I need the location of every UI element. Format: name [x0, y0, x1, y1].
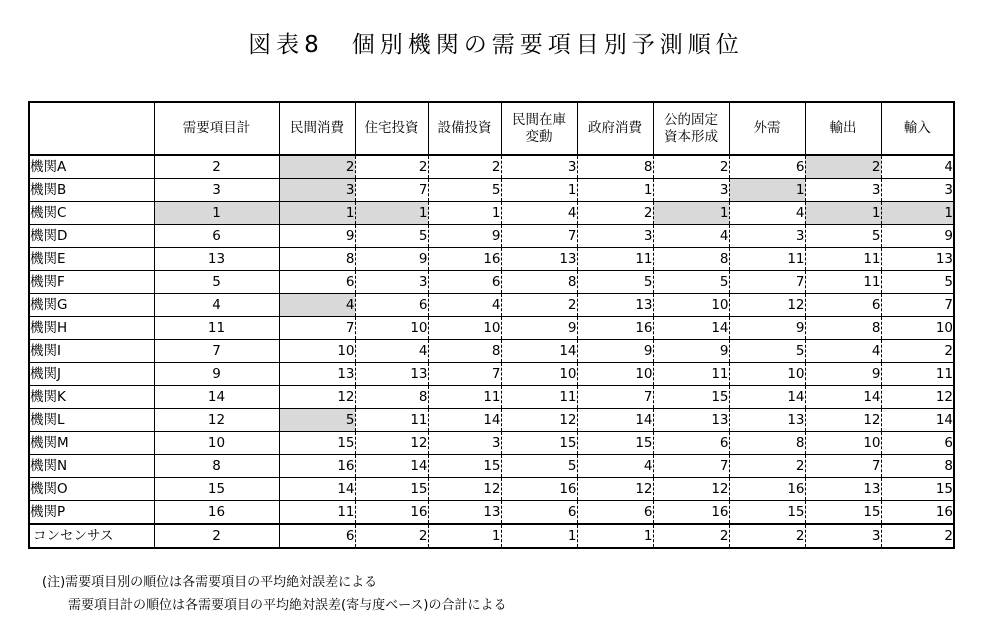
rank-cell: 6: [428, 271, 501, 294]
rank-cell: 10: [279, 340, 355, 363]
row-label: 機関O: [29, 478, 154, 501]
row-label: 機関C: [29, 202, 154, 225]
rank-cell: 10: [355, 317, 428, 340]
rank-cell: 1: [428, 202, 501, 225]
table-row: [29, 155, 954, 179]
rank-cell: 16: [653, 501, 729, 525]
rank-cell: 12: [279, 386, 355, 409]
column-header: 輸入: [881, 102, 954, 155]
rank-cell: 15: [729, 501, 805, 525]
total-rank-cell: 3: [154, 179, 279, 202]
table-row: [29, 317, 954, 340]
row-label: 機関F: [29, 271, 154, 294]
rank-cell: 2: [355, 155, 428, 179]
rank-cell: 15: [577, 432, 653, 455]
row-label: 機関M: [29, 432, 154, 455]
rank-cell: 8: [653, 248, 729, 271]
table-row: [29, 248, 954, 271]
total-rank-cell: 13: [154, 248, 279, 271]
rank-cell: 5: [653, 271, 729, 294]
rank-cell: 11: [428, 386, 501, 409]
rank-cell: 14: [653, 317, 729, 340]
rank-cell: 9: [501, 317, 577, 340]
table-row: [29, 501, 954, 525]
rank-cell: 15: [501, 432, 577, 455]
row-label: 機関G: [29, 294, 154, 317]
rank-cell: 4: [653, 225, 729, 248]
rank-cell: 15: [279, 432, 355, 455]
table-row: [29, 179, 954, 202]
row-label: 機関H: [29, 317, 154, 340]
rank-cell: 5: [279, 409, 355, 432]
rank-cell: 7: [355, 179, 428, 202]
rank-cell: 5: [577, 271, 653, 294]
footnote-2: 需要項目計の順位は各需要項目の平均絶対誤差(寄与度ベース)の合計による: [68, 598, 507, 613]
rank-cell: 10: [881, 317, 954, 340]
rank-cell: 15: [881, 478, 954, 501]
table-row: [29, 363, 954, 386]
rank-cell: 1: [501, 179, 577, 202]
rank-cell: 9: [653, 340, 729, 363]
rank-cell: 7: [428, 363, 501, 386]
rank-cell: 13: [577, 294, 653, 317]
rank-cell: 14: [279, 478, 355, 501]
row-label: 機関P: [29, 501, 154, 525]
row-label: 機関L: [29, 409, 154, 432]
rank-cell: 13: [428, 501, 501, 525]
rank-cell: 1: [577, 524, 653, 548]
rank-cell: 6: [279, 524, 355, 548]
rank-cell: 5: [501, 455, 577, 478]
rank-cell: 6: [653, 432, 729, 455]
total-rank-cell: 4: [154, 294, 279, 317]
rank-cell: 3: [805, 179, 881, 202]
rank-cell: 16: [501, 478, 577, 501]
rank-cell: 7: [279, 317, 355, 340]
rank-cell: 8: [805, 317, 881, 340]
rank-cell: 12: [577, 478, 653, 501]
rank-cell: 9: [729, 317, 805, 340]
table-header-row: [29, 102, 954, 155]
rank-cell: 14: [501, 340, 577, 363]
rank-cell: 6: [355, 294, 428, 317]
table-row: [29, 340, 954, 363]
rank-cell: 2: [653, 155, 729, 179]
rank-cell: 14: [805, 386, 881, 409]
total-rank-cell: 1: [154, 202, 279, 225]
rank-cell: 9: [577, 340, 653, 363]
rank-cell: 10: [577, 363, 653, 386]
rank-cell: 9: [428, 225, 501, 248]
rank-cell: 2: [729, 524, 805, 548]
column-header: 輸出: [805, 102, 881, 155]
total-rank-cell: 9: [154, 363, 279, 386]
rank-cell: 2: [355, 524, 428, 548]
column-header: 設備投資: [428, 102, 501, 155]
rank-cell: 6: [805, 294, 881, 317]
rank-cell: 12: [653, 478, 729, 501]
rank-cell: 14: [428, 409, 501, 432]
row-label: 機関I: [29, 340, 154, 363]
rank-cell: 9: [805, 363, 881, 386]
rank-cell: 9: [355, 248, 428, 271]
total-rank-cell: 12: [154, 409, 279, 432]
column-header: 民間消費: [279, 102, 355, 155]
rank-cell: 3: [577, 225, 653, 248]
row-label: 機関D: [29, 225, 154, 248]
rank-cell: 10: [805, 432, 881, 455]
rank-cell: 1: [428, 524, 501, 548]
rank-cell: 7: [653, 455, 729, 478]
rank-cell: 3: [653, 179, 729, 202]
rank-cell: 3: [501, 155, 577, 179]
rank-cell: 1: [653, 202, 729, 225]
table-row: [29, 409, 954, 432]
rank-cell: 4: [355, 340, 428, 363]
rank-cell: 6: [501, 501, 577, 525]
total-rank-cell: 2: [154, 524, 279, 548]
rank-cell: 7: [577, 386, 653, 409]
rank-cell: 5: [881, 271, 954, 294]
rank-cell: 12: [355, 432, 428, 455]
rank-cell: 16: [729, 478, 805, 501]
rank-cell: 10: [501, 363, 577, 386]
column-header: 政府消費: [577, 102, 653, 155]
rank-cell: 4: [428, 294, 501, 317]
rank-cell: 16: [881, 501, 954, 525]
rank-cell: 11: [881, 363, 954, 386]
rank-cell: 1: [881, 202, 954, 225]
consensus-row: [29, 524, 954, 548]
row-label: 機関J: [29, 363, 154, 386]
footnote-1: (注)需要項目別の順位は各需要項目の平均絶対誤差による: [42, 575, 378, 590]
rank-cell: 3: [805, 524, 881, 548]
rank-cell: 2: [881, 340, 954, 363]
rank-cell: 3: [355, 271, 428, 294]
total-rank-cell: 2: [154, 155, 279, 179]
total-rank-cell: 10: [154, 432, 279, 455]
rank-cell: 3: [428, 432, 501, 455]
rank-cell: 8: [501, 271, 577, 294]
rank-cell: 6: [279, 271, 355, 294]
rank-cell: 11: [279, 501, 355, 525]
rank-cell: 8: [428, 340, 501, 363]
table-row: [29, 294, 954, 317]
rank-cell: 2: [881, 524, 954, 548]
rank-cell: 4: [279, 294, 355, 317]
table-row: [29, 478, 954, 501]
total-rank-cell: 14: [154, 386, 279, 409]
row-label: 機関N: [29, 455, 154, 478]
column-header: 外需: [729, 102, 805, 155]
table-row: [29, 271, 954, 294]
rank-cell: 1: [805, 202, 881, 225]
rank-cell: 5: [428, 179, 501, 202]
rank-cell: 13: [279, 363, 355, 386]
rank-cell: 15: [805, 501, 881, 525]
rank-cell: 6: [729, 155, 805, 179]
rank-cell: 1: [279, 202, 355, 225]
rank-cell: 15: [653, 386, 729, 409]
rank-cell: 15: [355, 478, 428, 501]
rank-cell: 10: [428, 317, 501, 340]
rank-cell: 8: [881, 455, 954, 478]
rank-cell: 14: [577, 409, 653, 432]
rank-cell: 8: [729, 432, 805, 455]
rank-cell: 12: [805, 409, 881, 432]
rank-cell: 8: [577, 155, 653, 179]
rank-cell: 9: [279, 225, 355, 248]
total-rank-cell: 11: [154, 317, 279, 340]
row-label: 機関A: [29, 155, 154, 179]
rank-cell: 12: [881, 386, 954, 409]
rank-cell: 6: [881, 432, 954, 455]
rank-cell: 11: [577, 248, 653, 271]
rank-cell: 4: [729, 202, 805, 225]
rank-cell: 12: [501, 409, 577, 432]
rank-cell: 5: [805, 225, 881, 248]
rank-cell: 2: [428, 155, 501, 179]
rank-cell: 10: [729, 363, 805, 386]
rank-cell: 15: [428, 455, 501, 478]
table-row: [29, 432, 954, 455]
row-label: 機関E: [29, 248, 154, 271]
total-rank-cell: 6: [154, 225, 279, 248]
row-label: 機関B: [29, 179, 154, 202]
table-row: [29, 225, 954, 248]
rank-cell: 13: [501, 248, 577, 271]
rank-cell: 3: [881, 179, 954, 202]
rank-cell: 7: [501, 225, 577, 248]
rank-cell: 7: [881, 294, 954, 317]
rank-cell: 13: [729, 409, 805, 432]
rank-cell: 11: [805, 271, 881, 294]
table-row: [29, 455, 954, 478]
footnotes: [42, 571, 507, 617]
column-header: 住宅投資: [355, 102, 428, 155]
rank-cell: 1: [355, 202, 428, 225]
rank-cell: 1: [501, 524, 577, 548]
rank-cell: 1: [729, 179, 805, 202]
row-label: 機関K: [29, 386, 154, 409]
rank-cell: 5: [355, 225, 428, 248]
rank-cell: 4: [501, 202, 577, 225]
rank-cell: 12: [729, 294, 805, 317]
total-rank-cell: 8: [154, 455, 279, 478]
rank-cell: 1: [577, 179, 653, 202]
rank-cell: 2: [501, 294, 577, 317]
rank-cell: 2: [805, 155, 881, 179]
column-header: 民間在庫 変動: [501, 102, 577, 155]
rank-cell: 6: [577, 501, 653, 525]
table-row: [29, 202, 954, 225]
rank-cell: 13: [881, 248, 954, 271]
rank-cell: 4: [805, 340, 881, 363]
rank-cell: 2: [577, 202, 653, 225]
column-header: [29, 102, 154, 155]
total-rank-cell: 7: [154, 340, 279, 363]
rank-cell: 16: [355, 501, 428, 525]
rank-cell: 14: [729, 386, 805, 409]
table-row: [29, 386, 954, 409]
rank-cell: 16: [279, 455, 355, 478]
rank-cell: 11: [805, 248, 881, 271]
column-header: 公的固定 資本形成: [653, 102, 729, 155]
rank-cell: 7: [805, 455, 881, 478]
column-header: 需要項目計: [154, 102, 279, 155]
row-label: コンセンサス: [29, 524, 154, 548]
rank-cell: 3: [729, 225, 805, 248]
rank-cell: 14: [881, 409, 954, 432]
rank-cell: 4: [577, 455, 653, 478]
rank-cell: 2: [653, 524, 729, 548]
rank-cell: 11: [501, 386, 577, 409]
total-rank-cell: 15: [154, 478, 279, 501]
page-title: 図表8 個別機関の需要項目別予測順位: [248, 32, 744, 58]
rank-cell: 16: [577, 317, 653, 340]
rank-cell: 5: [729, 340, 805, 363]
rank-cell: 8: [279, 248, 355, 271]
total-rank-cell: 5: [154, 271, 279, 294]
total-rank-cell: 16: [154, 501, 279, 525]
rank-cell: 13: [653, 409, 729, 432]
rank-cell: 4: [881, 155, 954, 179]
rank-cell: 3: [279, 179, 355, 202]
rank-cell: 7: [729, 271, 805, 294]
ranking-table: [28, 101, 955, 549]
rank-cell: 8: [355, 386, 428, 409]
rank-cell: 11: [653, 363, 729, 386]
rank-cell: 11: [729, 248, 805, 271]
rank-cell: 13: [355, 363, 428, 386]
rank-cell: 13: [805, 478, 881, 501]
rank-cell: 16: [428, 248, 501, 271]
rank-cell: 14: [355, 455, 428, 478]
rank-cell: 12: [428, 478, 501, 501]
table-body: [29, 155, 954, 548]
rank-cell: 2: [729, 455, 805, 478]
rank-cell: 11: [355, 409, 428, 432]
rank-cell: 2: [279, 155, 355, 179]
rank-cell: 10: [653, 294, 729, 317]
rank-cell: 9: [881, 225, 954, 248]
